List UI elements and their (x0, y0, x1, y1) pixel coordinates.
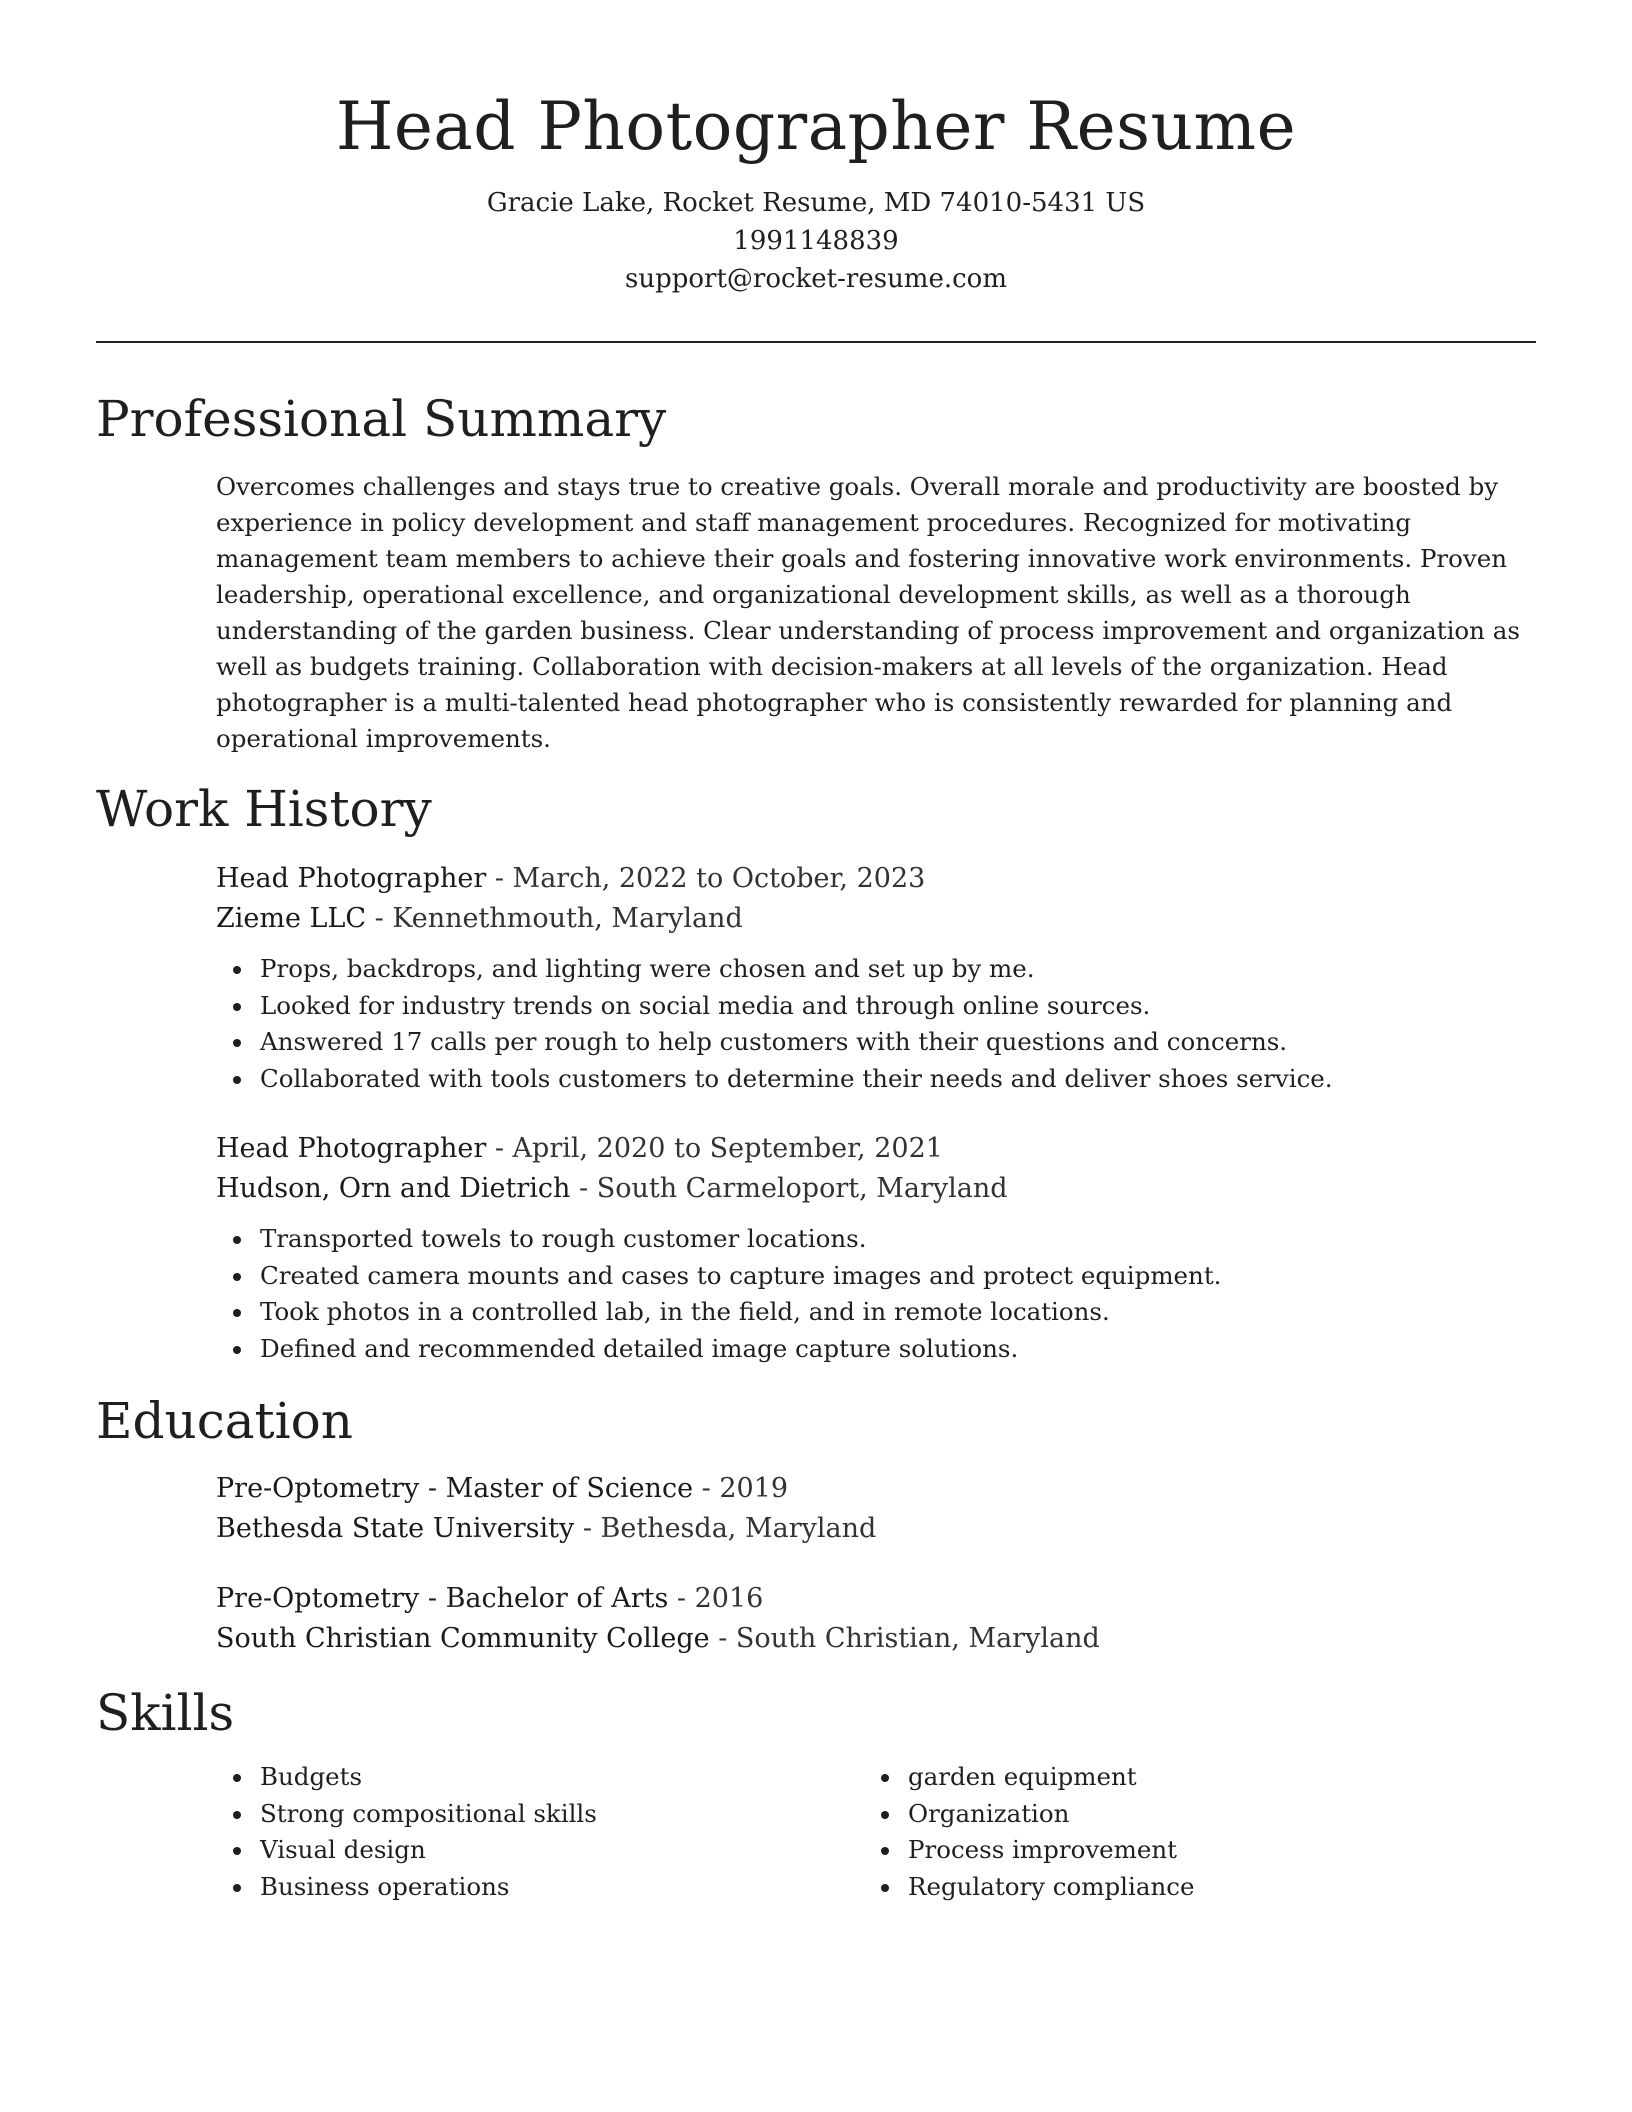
job-dates: - April, 2020 to September, 2021 (486, 1133, 943, 1164)
job-entry (216, 859, 1536, 1097)
contact-block (96, 184, 1536, 298)
list-item (216, 1258, 1536, 1295)
resume-header (96, 0, 1536, 298)
education-degree-line (216, 1469, 1536, 1509)
bullet-icon (881, 1811, 889, 1819)
skill-text: Process improvement (908, 1835, 1178, 1864)
bullet-icon (233, 1076, 241, 1084)
bullet-text: Answered 17 calls per rough to help customers with their questions and concerns. (260, 1027, 1288, 1056)
skill-text: Business operations (260, 1871, 510, 1901)
bullet-icon (233, 1346, 241, 1354)
job-company: Hudson, Orn and Dietrich (216, 1173, 571, 1204)
skills-body (216, 1759, 1536, 1905)
contact-phone: 1991148839 (733, 226, 899, 256)
skills-list-left (216, 1759, 864, 1905)
bullet-text: Collaborated with tools customers to determine their needs and deliver shoes service. (260, 1063, 1333, 1093)
list-item (864, 1832, 1512, 1869)
skills-list-right (864, 1759, 1512, 1905)
skill-text: Budgets (260, 1762, 363, 1791)
list-item (864, 1869, 1512, 1906)
bullet-icon (233, 1811, 241, 1819)
job-title: Head Photographer (216, 863, 487, 894)
bullet-icon (233, 1309, 241, 1317)
education-location: - South Christian, Maryland (709, 1623, 1100, 1654)
education-school-line (216, 1619, 1536, 1659)
bullet-icon (233, 966, 241, 974)
education-school: South Christian Community College (216, 1623, 710, 1654)
skill-text: Organization (908, 1798, 1070, 1828)
skill-text: Visual design (260, 1835, 426, 1864)
skills-heading: Skills (96, 1684, 235, 1742)
education-degree: Pre-Optometry - Master of Science (216, 1473, 694, 1504)
education-heading: Education (96, 1392, 353, 1450)
summary-section (96, 387, 1536, 757)
job-bullets (216, 951, 1536, 1097)
list-item (216, 1221, 1536, 1258)
job-title-line (216, 859, 1536, 899)
job-company-line (216, 1169, 1536, 1209)
list-item (216, 1024, 1536, 1061)
job-bullets (216, 1221, 1536, 1367)
list-item (216, 988, 1536, 1025)
list-item (216, 1331, 1536, 1368)
summary-text: Overcomes challenges and stays true to creative goals. Overall morale and productivity are boosted by experience in policy development and staff management procedures. Recognized for motivating management team members to achieve their goals and fostering innovative work environments. Proven leadership, operational excellence, and organizational development skills, as well as a thorough understanding of the garden business. Clear understanding of process improvement and organization as well as budgets training. Collaboration with decision-makers at all levels of the organization. Head photographer is a multi-talented head photographer who is consistently rewarded for planning and operational improvements. (216, 472, 1520, 753)
list-item (216, 1294, 1536, 1331)
contact-email: support@rocket-resume.com (624, 264, 1007, 294)
education-section (96, 1389, 1536, 1659)
education-location: - Bethesda, Maryland (574, 1513, 877, 1544)
education-year: - 2019 (693, 1473, 789, 1504)
bullet-icon (233, 1003, 241, 1011)
bullet-icon (233, 1847, 241, 1855)
summary-heading: Professional Summary (96, 390, 667, 448)
education-degree-line (216, 1579, 1536, 1619)
bullet-text: Transported towels to rough customer locations. (260, 1224, 867, 1253)
bullet-text: Took photos in a controlled lab, in the field, and in remote locations. (260, 1297, 1110, 1326)
education-year: - 2016 (668, 1583, 764, 1614)
bullet-icon (233, 1884, 241, 1892)
skills-grid (216, 1759, 1536, 1905)
bullet-icon (233, 1273, 241, 1281)
skills-section (96, 1681, 1536, 1905)
job-dates: - March, 2022 to October, 2023 (486, 863, 926, 894)
resume-page (96, 0, 1536, 1905)
job-location: - Kennethmouth, Maryland (366, 903, 743, 934)
contact-address: Gracie Lake, Rocket Resume, MD 74010-5431 US (486, 188, 1146, 218)
job-location: - South Carmeloport, Maryland (570, 1173, 1008, 1204)
job-entry (216, 1129, 1536, 1367)
job-company-line (216, 899, 1536, 939)
resume-title: Head Photographer Resume (335, 88, 1297, 165)
skill-text: Strong compositional skills (260, 1798, 597, 1828)
bullet-text: Created camera mounts and cases to capture images and protect equipment. (260, 1260, 1222, 1290)
header-divider (96, 341, 1536, 343)
bullet-text: Props, backdrops, and lighting were chosen and set up by me. (260, 954, 1035, 983)
education-entry (216, 1579, 1536, 1659)
list-item (216, 1061, 1536, 1098)
skill-text: Regulatory compliance (908, 1871, 1195, 1901)
bullet-icon (233, 1774, 241, 1782)
summary-body (216, 469, 1536, 757)
skill-text: garden equipment (908, 1762, 1137, 1791)
bullet-icon (881, 1884, 889, 1892)
skills-column-left (216, 1759, 864, 1905)
education-school-line (216, 1509, 1536, 1549)
bullet-text: Looked for industry trends on social media and through online sources. (260, 990, 1151, 1020)
work-body (216, 859, 1536, 1367)
list-item (864, 1796, 1512, 1833)
education-school: Bethesda State University (216, 1513, 575, 1544)
education-degree: Pre-Optometry - Bachelor of Arts (216, 1583, 669, 1614)
list-item (216, 1869, 864, 1906)
list-item (864, 1759, 1512, 1796)
bullet-icon (233, 1236, 241, 1244)
bullet-icon (233, 1039, 241, 1047)
education-entry (216, 1469, 1536, 1549)
bullet-icon (881, 1774, 889, 1782)
list-item (216, 1759, 864, 1796)
bullet-text: Defined and recommended detailed image capture solutions. (260, 1333, 1019, 1363)
list-item (216, 1796, 864, 1833)
bullet-icon (881, 1847, 889, 1855)
job-title: Head Photographer (216, 1133, 487, 1164)
list-item (216, 951, 1536, 988)
work-heading: Work History (96, 780, 432, 838)
skills-column-right (864, 1759, 1512, 1905)
job-company: Zieme LLC (216, 903, 367, 934)
work-section (96, 777, 1536, 1367)
job-title-line (216, 1129, 1536, 1169)
education-body (216, 1469, 1536, 1659)
list-item (216, 1832, 864, 1869)
